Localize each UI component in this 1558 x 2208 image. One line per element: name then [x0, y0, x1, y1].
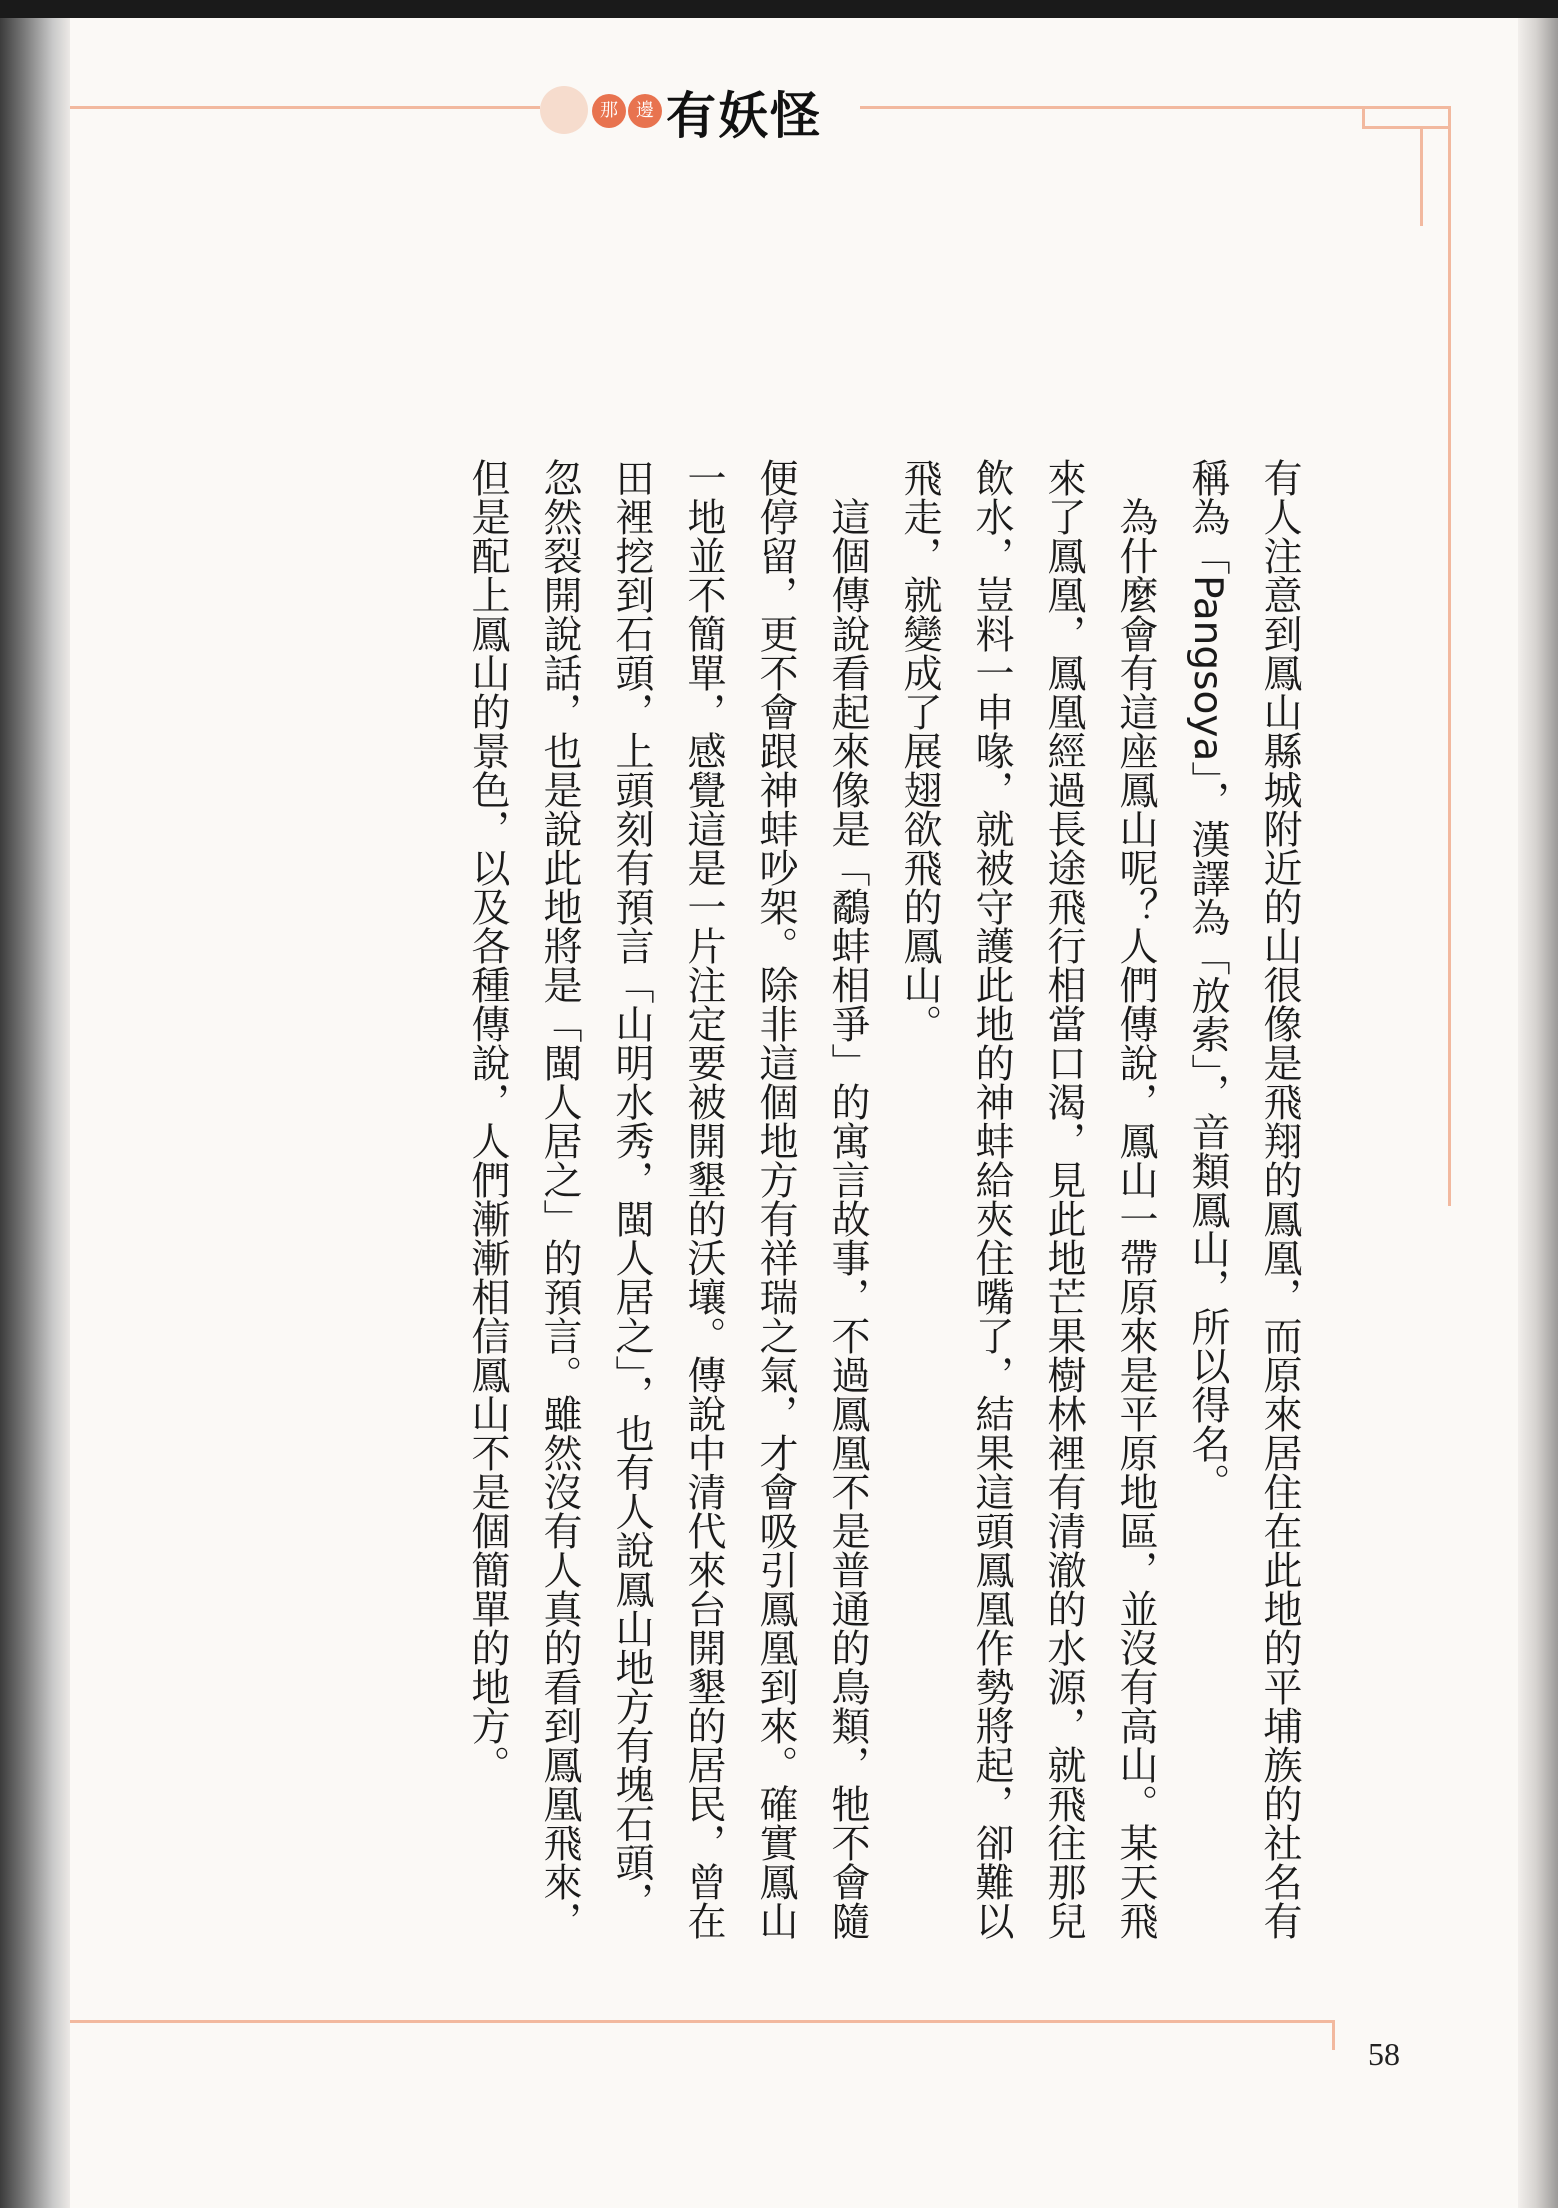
page-edge: [1518, 18, 1558, 2208]
frame-corner-step: [1362, 106, 1365, 128]
footer-rule-end: [1332, 2020, 1335, 2050]
frame-right-rule-inner: [1420, 126, 1423, 226]
frame-corner-inner: [1362, 126, 1450, 129]
paragraph-2: 為什麼會有這座鳳山呢？人們傳說，鳳山一帶原來是平原地區，並沒有高山。某天飛來了鳳凰，鳳凰經過長途飛行相當口渴，見此地芒果樹林裡有清澈的水源，就飛往那兒飲水，豈料一申喙，就被守護此地的神蚌給夾住嘴了，結果這頭鳳凰作勢將起，卻難以飛走，就變成了展翅欲飛的鳳山。: [897, 458, 1158, 1940]
paragraph-1-part-1: 有人注意到鳳山縣城附近的山很像是飛翔的鳳凰，而原來居住在此地的平埔族的社名有稱為「: [1185, 458, 1302, 1940]
article-body: [225, 458, 1315, 1958]
paragraph-1-latin: Pangsoya: [1185, 575, 1230, 762]
paragraph-3: 這個傳說看起來像是「鷸蚌相爭」的寓言故事，不過鳳凰不是普通的鳥類，牠不會隨便停留，更不會跟神蚌吵架。除非這個地方有祥瑞之氣，才會吸引鳳凰到來。確實鳳山一地並不簡單，感覺這是一片注定要被開墾的沃壤。傳說中清代來台開墾的居民，曾在田裡挖到石頭，上頭刻有預言「山明水秀，閩人居之」，也有人說鳳山地方有塊石頭，忽然裂開說話，也是說此地將是「閩人居之」的預言。雖然沒有人真的看到鳳凰飛來，但是配上鳳山的景色，以及各種傳說，人們漸漸相信鳳山不是個簡單的地方。: [465, 458, 870, 1940]
scan-top-border: [0, 0, 1558, 18]
frame-corner-top: [1362, 106, 1450, 109]
chapter-header: [540, 68, 860, 158]
header-seal-shadow: [540, 86, 588, 134]
book-gutter-shadow: [0, 18, 70, 2208]
header-rule-left: [70, 106, 540, 109]
header-seal-bian: 邊: [628, 94, 662, 128]
footer-rule: [70, 2020, 1332, 2023]
header-rule-right: [860, 106, 1362, 109]
paragraph-1-part-2: 」，漢譯為「放索」，音類鳳山，所以得名。: [1185, 761, 1230, 1503]
header-seal-na: 那: [592, 94, 626, 128]
page-number: 58: [1368, 2036, 1400, 2072]
frame-right-rule: [1448, 106, 1451, 1206]
paragraph-1: [1171, 458, 1315, 1958]
header-title: 有妖怪: [666, 87, 822, 145]
